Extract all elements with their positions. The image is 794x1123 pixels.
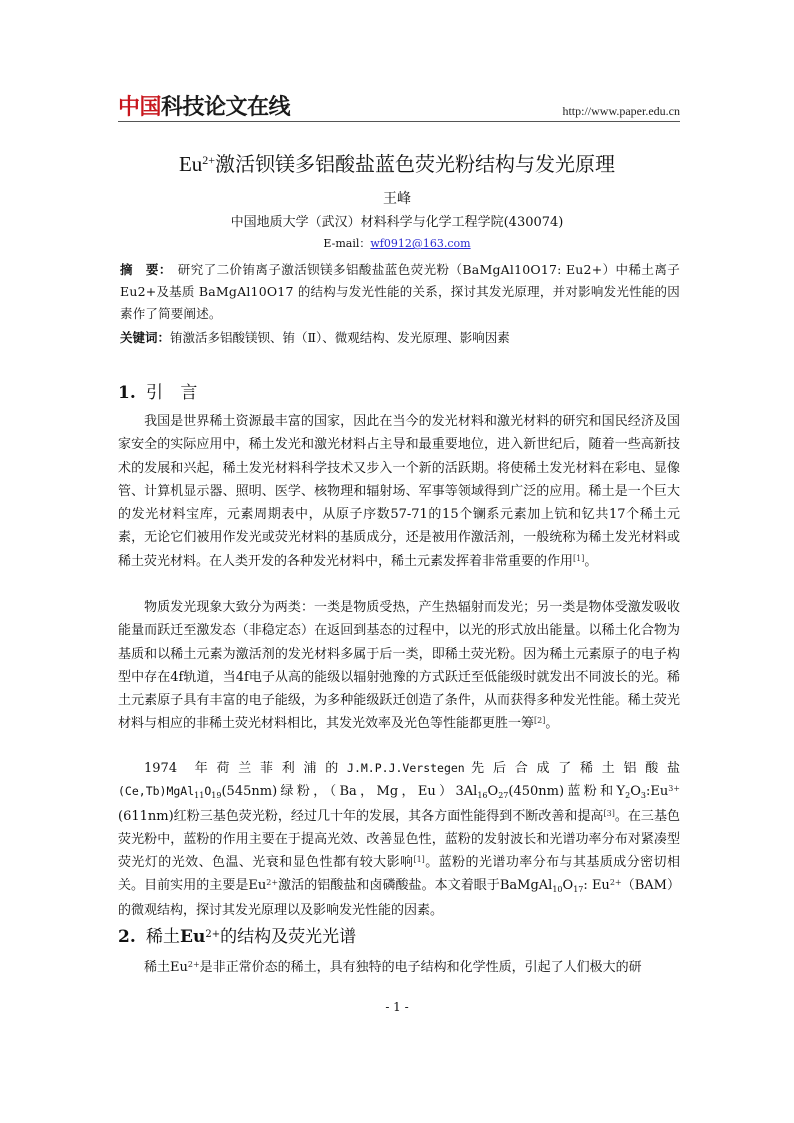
superscript: 2+ <box>187 960 200 969</box>
paragraph-text: 物质发光现象大致分为两类：一类是物质受热，产生热辐射而发光；另一类是物体受激发吸收能量而跃迁至激发态（非稳定态）在返回到基态的过程中，以光的形式放出能量。以稀土化合物为基质和以稀土元素为激活剂的发光材料多属于后一类，即稀土荧光粉。因为稀土元素原子的电子构型中存在4f轨道，当4f电子从高的能级以辐射弛豫的方式跃迁至低能级时就发出不同波长的光。稀土元素原子具有丰富的电子能级，为多种能级跃迁创造了条件，从而获得多种发光性能。稀土荧光材料与相应的非稀土荧光材料相比，其发光效率及光色等性能都更胜一筹 <box>118 600 680 732</box>
paragraph-3 <box>118 757 680 922</box>
citation-ref[interactable]: [1] <box>573 553 585 563</box>
email-line <box>0 236 794 252</box>
section-number: 2. <box>118 927 136 947</box>
site-url[interactable]: http://www.paper.edu.cn <box>562 104 680 118</box>
paper-title <box>0 150 794 178</box>
email-label: E-mail： <box>323 237 371 250</box>
citation-ref[interactable]: [2] <box>534 716 546 726</box>
affiliation: 中国地质大学（武汉）材料科学与化学工程学院(430074) <box>230 215 564 230</box>
title-prefix: Eu <box>178 152 203 176</box>
section-heading-2 <box>118 925 356 949</box>
title-text: 激活钡镁多铝酸盐蓝色荧光粉结构与发光原理 <box>215 152 616 176</box>
formula: (Ce,Tb)MgAl <box>118 784 195 799</box>
paragraph-1 <box>118 410 680 573</box>
formula: O <box>204 784 212 799</box>
citation-ref[interactable]: [3] <box>603 808 615 818</box>
section-number: 1. <box>118 383 136 403</box>
paragraph-text: 是非正常价态的稀土，具有独特的电子结构和化学性质，引起了人们极大的研 <box>199 960 642 975</box>
page-header <box>118 95 680 121</box>
paragraph-text: 。在三基色荧光粉中，蓝粉的作用主要在于提高光效、改善显色性，蓝粉的发射波长和光谱功率分布对紧凑型荧光灯的光效、色温、光衰和显色性都有较大影响 <box>118 808 680 871</box>
citation-ref[interactable]: [1] <box>413 855 425 865</box>
paragraph-text: (611nm)红粉三基色荧光粉，经过几十年的发展，其各方面性能得到不断改善和提高 <box>118 808 604 824</box>
section-title-eu: Eu <box>180 927 206 947</box>
formula: O <box>630 784 641 800</box>
subscript: 2 <box>625 791 631 801</box>
section-title: 引 言 <box>146 383 204 403</box>
paragraph-text: 1974 年 荷 兰 菲 利 浦 的 <box>144 761 348 776</box>
paragraph-text: 激活的铝酸盐和卤磷酸盐。本文着眼于BaMgAl <box>278 878 553 894</box>
superscript: 3+ <box>668 784 680 794</box>
paragraph-text: 稀土Eu <box>144 960 188 975</box>
subscript: 10 <box>552 885 563 895</box>
superscript: 2+ <box>609 878 622 888</box>
keywords-label: 关键词： <box>120 330 171 345</box>
formula: :Eu <box>645 784 669 800</box>
subscript: 3 <box>640 791 646 801</box>
title-sup: 2+ <box>202 153 216 167</box>
section-heading-1 <box>118 381 203 405</box>
logo-red-text: 中国 <box>118 95 162 120</box>
formula: : Eu <box>583 878 610 894</box>
paragraph-text: 。蓝粉的光谱功率分布与其基质成分密切相关。目前实用的主要是Eu <box>118 855 680 894</box>
paragraph-text: (450nm)蓝粉和Y <box>508 784 626 800</box>
author-names: J.M.P.J.Verstegen <box>347 761 465 775</box>
punct: 。 <box>584 553 598 569</box>
paragraph-4 <box>118 956 680 979</box>
paragraph-text: 我国是世界稀土资源最丰富的国家，因此在当今的发光材料和激光材料的研究和国民经济及国家安全的实际应用中，稀土发光和激光材料占主导和最重要地位，进入新世纪后，随着一些高新技术的发展和兴起，稀土发光材料科学技术又步入一个新的活跃期。将使稀土发光材料在彩电、显像管、计算机显示器、照明、医学、核物理和辐射场、军事等领域得到广泛的应用。稀土是一个巨大的发光材料宝库，元素周期表中，从原子序数57-71的15个镧系元素加上钪和钇共17个稀土元素，无论它们被用作发光或荧光材料的基质成分，还是被用作激活剂，一般统称为稀土发光材料或稀土荧光材料。在人类开发的各种发光材料中，稀土元素发挥着非常重要的作用 <box>118 414 680 569</box>
subscript: 16 <box>477 791 488 801</box>
paragraph-2 <box>118 596 680 736</box>
email-link[interactable]: wf0912@163.com <box>370 237 471 250</box>
paragraph-text: （BAM）的微观结构，探讨其发光原理以及影响发光性能的因素。 <box>118 878 680 918</box>
section-title-a: 稀土 <box>146 927 180 947</box>
paragraph-text: 先 后 合 成 了 稀 土 铝 酸 盐 <box>464 761 681 776</box>
subscript: 17 <box>573 885 584 895</box>
subscript: 19 <box>211 791 222 801</box>
page-number: - 1 - <box>385 1000 409 1014</box>
author-name: 王峰 <box>383 191 411 207</box>
keywords-text: 铕激活多铝酸镁钡、铕（Ⅱ）、微观结构、发光原理、影响因素 <box>170 330 510 345</box>
formula: O <box>562 878 574 894</box>
punct: 。 <box>545 716 559 732</box>
keywords <box>120 328 680 348</box>
superscript: 2+ <box>266 878 279 888</box>
section-title-sup: 2+ <box>205 929 221 940</box>
site-logo[interactable] <box>118 95 290 121</box>
paragraph-text: (545nm)绿粉，（Ba，Mg，Eu）3Al <box>221 784 478 800</box>
logo-dark-text: 科技论文在线 <box>161 95 291 120</box>
subscript: 11 <box>194 791 205 801</box>
abstract-text: 研究了二价铕离子激活钡镁多铝酸盐蓝色荧光粉（BaMgAl10O17: Eu2+）中稀土离子 Eu2+及基质 BaMgAl10O17 的结构与发光性能的关系，探讨其发光原理，并对影响发光性能的因素作了简要阐述。 <box>120 262 680 321</box>
abstract <box>120 259 680 325</box>
formula: O <box>487 784 499 800</box>
section-title-b: 的结构及荧光光谱 <box>220 927 357 947</box>
header-divider <box>118 121 680 122</box>
subscript: 27 <box>498 791 509 801</box>
abstract-label: 摘 要： <box>120 262 172 277</box>
